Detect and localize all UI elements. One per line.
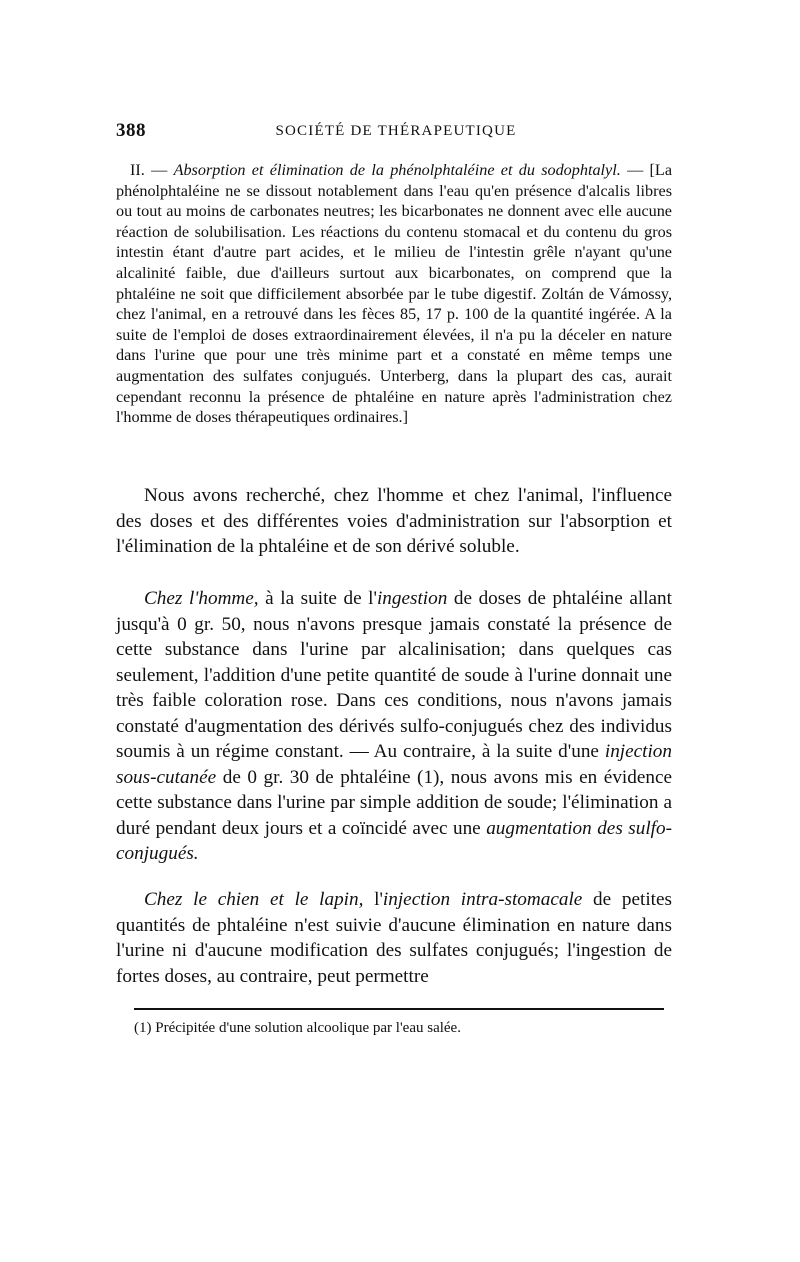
paragraph-animal-text-1: l': [363, 889, 383, 910]
section-number: II. —: [130, 161, 174, 179]
footnote: (1) Précipitée d'une solution alcoolique par l'eau salée.: [134, 1020, 461, 1036]
paragraph-human-lead: Chez l'homme,: [144, 588, 259, 609]
paragraph-human-text-1: à la suite de l': [258, 588, 377, 609]
intrastomacal-injection-term: injection intra-stomacale: [382, 889, 583, 910]
section-ii-paragraph: [116, 160, 672, 428]
paragraph-human-text-2: de doses de phtaléine allant jusqu'à 0 gr. 50, nous n'avons presque jamais constaté la présence de cette substance dans l'urine par alcalinisation; dans quelques cas seulement, l'addition d'une petite quantité de soude à l'urine donnait une très faible coloration rose. Dans ces conditions, nous n'avons jamais constaté d'augmentation des dérivés sulfo-conjugués chez des individus soumis à un régime constant. — Au contraire, à la suite d'une: [116, 588, 672, 762]
augmentation-term: augmentation des sulfo-conjugués.: [116, 817, 672, 864]
page-header: [116, 120, 676, 150]
paragraph-research: Nous avons recherché, chez l'homme et chez l'animal, l'influence des doses et des différentes voies d'administration sur l'absorption et l'élimination de la phtaléine et de son dérivé soluble.: [116, 485, 672, 557]
subcutaneous-injection-term: injection sous-cutanée: [116, 741, 672, 788]
section-title: Absorption et élimination de la phénolphtaléine et du sodophtalyl.: [173, 161, 621, 179]
paragraph-animal: [116, 887, 672, 989]
footnote-divider: [134, 1008, 664, 1010]
running-head: SOCIÉTÉ DE THÉRAPEUTIQUE: [275, 123, 517, 139]
paragraph-human: [116, 586, 672, 867]
paragraph-animal-lead: Chez le chien et le lapin,: [144, 889, 364, 910]
section-text: — [La phénolphtaléine ne se dissout notablement dans l'eau qu'en présence d'alcalis libres ou tout au moins de carbonates neutres; les bicarbonates ne donnent avec elle aucune réaction de solubilisation. Les réactions du contenu stomacal et du contenu du gros intestin étant d'autre part acides, et le milieu de l'intestin grêle n'ayant qu'une alcalinité faible, due d'ailleurs surtout aux bicarbonates, on comprend que la phtaléine ne soit que difficilement absorbée par le tube digestif. Zoltán de Vámossy, chez l'animal, en a retrouvé dans les fèces 85, 17 p. 100 de la quantité ingérée. A la suite de l'emploi de doses extraordinairement élevées, il n'a pu la déceler en nature dans l'urine que pour une très minime part et a constaté en même temps une augmentation des sulfates conjugués. Unterberg, dans la plupart des cas, aurait cependant reconnu la présence de phtaléine en nature après l'administration chez l'homme de doses thérapeutiques ordinaires.]: [116, 161, 673, 427]
paragraph-human-text-3: de 0 gr. 30 de phtaléine (1), nous avons mis en évidence cette substance dans l'urine par simple addition de soude; l'élimination a duré pendant deux jours et a coïncidé avec une: [116, 766, 672, 839]
paragraph-animal-text-2: de petites quantités de phtaléine n'est suivie d'aucune élimination en nature dans l'urine ni d'aucune modification des sulfates conjugués; l'ingestion de fortes doses, au contraire, peut permettre: [116, 889, 672, 987]
ingestion-term: ingestion: [376, 588, 448, 609]
page-number: 388: [116, 120, 146, 141]
